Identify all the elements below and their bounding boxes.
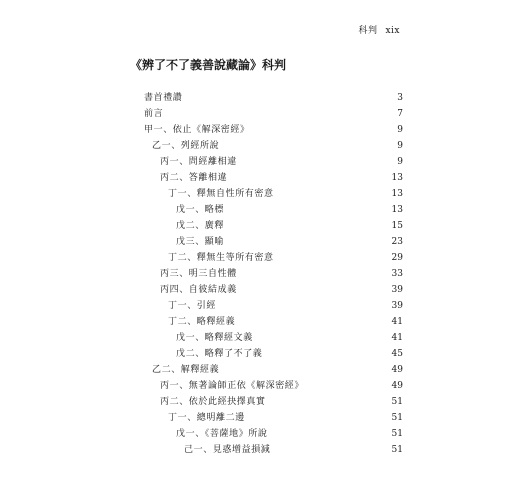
toc-entry [0, 378, 520, 394]
toc-entry-page-number: 51 [391, 397, 403, 407]
toc-entry [0, 410, 520, 426]
toc-entry-page-number: 13 [391, 205, 403, 215]
toc-entry-label: 乙二、解釋經義 [152, 365, 220, 375]
toc-entry-page-number: 13 [391, 173, 403, 183]
toc-entry-page-number: 15 [391, 221, 403, 231]
toc-entry-label: 丙一、問經離相違 [160, 157, 237, 167]
toc-entry-label: 戊一、《菩薩地》所說 [176, 429, 268, 439]
document-title: 《辨了不了義善說藏論》科判 [130, 58, 287, 72]
running-header [358, 23, 400, 36]
toc-entry [0, 362, 520, 378]
toc-entry-label: 甲一、依止《解深密經》 [144, 125, 250, 135]
toc-entry-label: 戊一、略釋經文義 [176, 333, 253, 343]
toc-entry-page-number: 9 [397, 141, 403, 151]
toc-entry [0, 138, 520, 154]
toc-entry-label: 書首禮讚 [144, 93, 183, 103]
toc-entry-label: 乙一、列經所說 [152, 141, 220, 151]
toc-entry-page-number: 33 [391, 269, 403, 279]
toc-entry [0, 186, 520, 202]
toc-entry-page-number: 45 [391, 349, 403, 359]
toc-entry [0, 202, 520, 218]
toc-entry [0, 218, 520, 234]
toc-entry-page-number: 9 [397, 125, 403, 135]
toc-entry-page-number: 29 [391, 253, 403, 263]
toc-entry [0, 266, 520, 282]
toc-entry-label: 戊二、略釋了不了義 [176, 349, 263, 359]
toc-entry-label: 丙三、明三自性體 [160, 269, 237, 279]
toc-entry-page-number: 9 [397, 157, 403, 167]
toc-entry-label: 戊二、廣釋 [176, 221, 225, 231]
toc-entry-page-number: 39 [391, 301, 403, 311]
toc-entry [0, 250, 520, 266]
toc-entry [0, 442, 520, 458]
toc-entry-page-number: 23 [391, 237, 403, 247]
table-of-contents [0, 90, 520, 458]
toc-entry [0, 154, 520, 170]
toc-entry-label: 丙二、依於此經抉擇真實 [160, 397, 266, 407]
toc-entry [0, 234, 520, 250]
toc-entry-page-number: 49 [391, 381, 403, 391]
toc-entry-label: 丁二、略釋經義 [168, 317, 236, 327]
toc-entry-label: 丙二、答離相違 [160, 173, 228, 183]
toc-entry [0, 314, 520, 330]
toc-entry-page-number: 41 [391, 333, 403, 343]
toc-entry-label: 戊一、略標 [176, 205, 225, 215]
toc-entry-page-number: 7 [397, 109, 403, 119]
toc-entry [0, 106, 520, 122]
toc-entry-label: 丁一、釋無自性所有密意 [168, 189, 274, 199]
toc-entry [0, 426, 520, 442]
toc-entry-page-number: 39 [391, 285, 403, 295]
toc-entry-label: 前言 [144, 109, 164, 119]
toc-entry [0, 170, 520, 186]
toc-entry-page-number: 51 [391, 445, 403, 455]
toc-entry [0, 90, 520, 106]
running-header-section: 科判 [358, 26, 378, 36]
toc-entry [0, 346, 520, 362]
toc-entry-page-number: 51 [391, 429, 403, 439]
toc-entry [0, 394, 520, 410]
toc-entry-label: 己一、見惑增益損減 [184, 445, 271, 455]
toc-entry-page-number: 41 [391, 317, 403, 327]
toc-entry-label: 戊三、顯喻 [176, 237, 225, 247]
toc-entry [0, 122, 520, 138]
toc-entry-label: 丁一、引經 [168, 301, 217, 311]
toc-entry [0, 330, 520, 346]
toc-entry-page-number: 51 [391, 413, 403, 423]
toc-entry-label: 丁一、總明離二邊 [168, 413, 245, 423]
toc-entry-page-number: 3 [397, 93, 403, 103]
running-header-page-number: xix [385, 26, 400, 36]
toc-entry-page-number: 49 [391, 365, 403, 375]
toc-entry [0, 298, 520, 314]
toc-entry-label: 丙一、無著論師正依《解深密經》 [160, 381, 305, 391]
toc-entry-page-number: 13 [391, 189, 403, 199]
toc-entry [0, 282, 520, 298]
toc-entry-label: 丁二、釋無生等所有密意 [168, 253, 274, 263]
toc-entry-label: 丙四、自彼結成義 [160, 285, 237, 295]
